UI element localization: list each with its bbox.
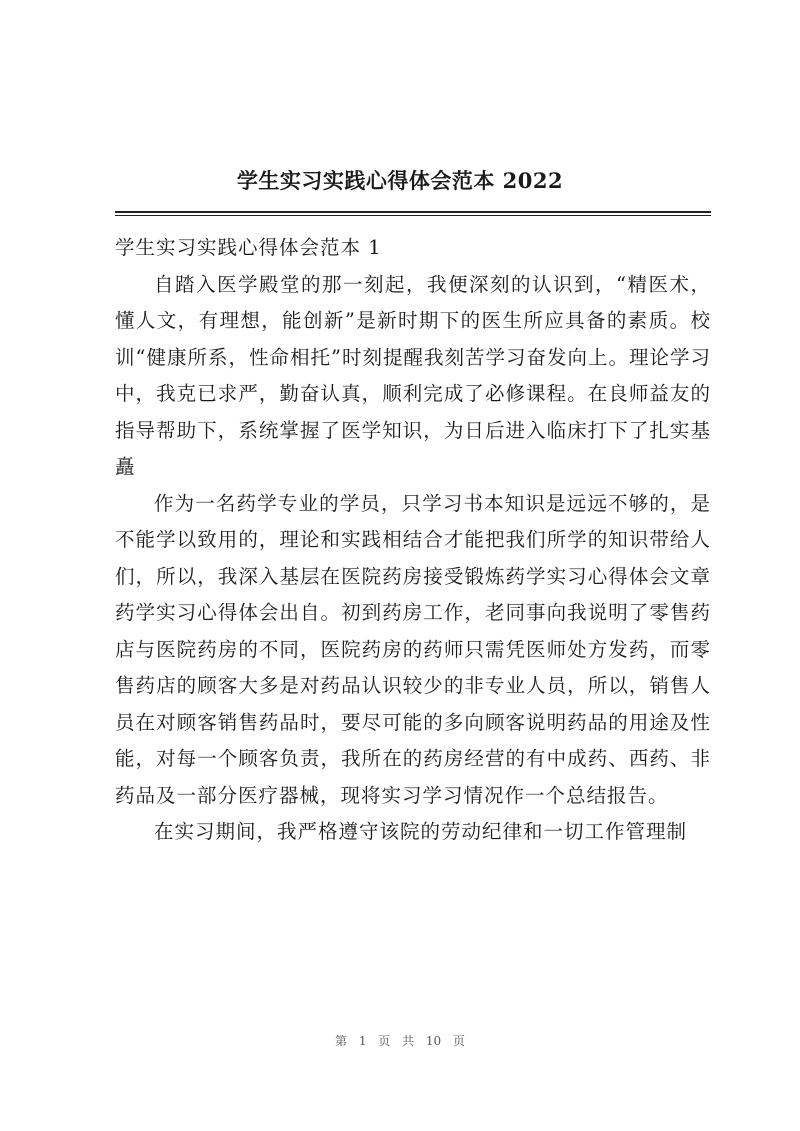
section-heading: 学生实习实践心得体会范本 1 <box>115 236 382 259</box>
paragraph-2: 作为一名药学专业的学员，只学习书本知识是远远不够的，是不能学以致用的，理论和实践相结合才能把我们所学的知识带给人们，所以，我深入基层在医院药房接受锻炼药学实习心得体会文章药学实习心得体会出自。初到药房工作，老同事向我说明了零售药店与医院药房的不同，医院药房的药师只需凭医师处方发药，而零售药店的顾客大多是对药品认识较少的非专业人员，所以，销售人员在对顾客销售药品时，要尽可能的多向顾客说明药品的用途及性能，对每一个顾客负责，我所在的药房经营的有中成药、西药、非药品及一部分医疗器械，现将实习学习情况作一个总结报告。 <box>115 491 711 807</box>
paragraph-1: 自踏入医学殿堂的那一刻起，我便深刻的认识到，“精医术，懂人文，有理想，能创新”是新时期下的医生所应具备的素质。校训“健康所系，性命相托”时刻提醒我刻苦学习奋发向上。理论学习中，我克已求严，勤奋认真，顺利完成了必修课程。在良师益友的指导帮助下，系统掌握了医学知识，为日后进入临床打下了扎实基矗 <box>115 272 711 478</box>
title-divider-thin <box>115 215 711 216</box>
document-body <box>115 230 711 851</box>
title-divider-thick <box>115 211 711 213</box>
paragraph-3: 在实习期间，我严格遵守该院的劳动纪律和一切工作管理制 <box>154 820 688 843</box>
document-title: 学生实习实践心得体会范本 2022 <box>236 168 564 193</box>
page-footer: 第 1 页 共 10 页 <box>335 1034 465 1048</box>
